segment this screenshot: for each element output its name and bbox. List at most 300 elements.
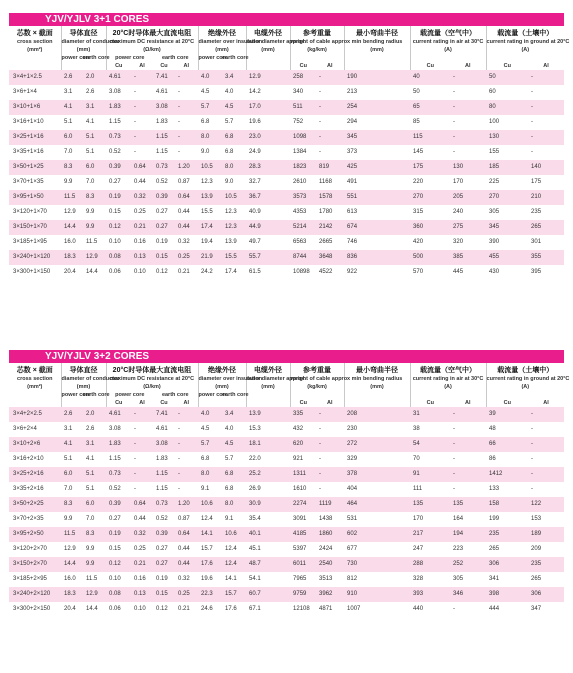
table-cell: 0.52 <box>156 516 168 522</box>
table-cell: 25.2 <box>246 467 290 482</box>
table-cell: 40.9 <box>249 209 261 215</box>
table-cell: 9.0 <box>201 149 210 155</box>
unit-label: (mm²) <box>27 46 43 53</box>
table-cell: - <box>450 437 486 452</box>
table-cell: 209 <box>531 546 542 552</box>
table-cell: 39 <box>486 407 528 422</box>
table-cell: 0.39 <box>153 190 175 205</box>
table-cell: 306 <box>486 557 528 572</box>
unit-label: (mm) <box>198 383 246 391</box>
table-cell: 10.5 <box>198 160 222 175</box>
table-cell: 444 <box>489 606 500 612</box>
unit-label: (Ω/km) <box>106 383 198 391</box>
table-cell: 175 <box>531 179 542 185</box>
metal-label: Cu <box>106 62 131 70</box>
table-cell: 54 <box>410 437 450 452</box>
table-cell: - <box>453 149 456 155</box>
table-cell: - <box>175 70 198 85</box>
table-row <box>9 572 564 587</box>
table-cell: 175 <box>410 160 450 175</box>
table-cell: 15.7 <box>222 587 246 602</box>
metal-label: Al <box>465 399 471 406</box>
cable-spec: 3×25+1×16 <box>9 130 61 145</box>
table-cell: 0.15 <box>109 546 121 552</box>
table-cell: 14.1 <box>225 576 237 582</box>
table-cell: 3.08 <box>109 89 121 95</box>
table-cell: 464 <box>344 497 410 512</box>
table-cell: 1.20 <box>175 160 198 175</box>
table-cell: 455 <box>486 250 528 265</box>
table-cell: 491 <box>347 179 358 185</box>
table-cell: - <box>319 119 322 125</box>
table-cell: 11.5 <box>61 527 83 542</box>
subheader-label: earth core <box>222 54 249 61</box>
table-cell: 2142 <box>316 220 344 235</box>
table-cell: 135 <box>410 497 450 512</box>
table-cell: 0.32 <box>131 527 153 542</box>
table-cell: 158 <box>486 497 528 512</box>
table-cell: 4.61 <box>106 70 131 85</box>
table-cell: 2.0 <box>83 407 106 422</box>
table-cell: 0.64 <box>131 160 153 175</box>
table-cell: - <box>175 100 198 115</box>
table-cell: 1.15 <box>156 149 168 155</box>
table-cell: 440 <box>413 606 424 612</box>
table-cell: 17.4 <box>198 220 222 235</box>
table-cell: 752 <box>293 119 304 125</box>
table-row <box>9 452 564 467</box>
table-cell: 922 <box>347 269 358 275</box>
table-row <box>9 205 564 220</box>
table-cell: 50 <box>486 70 528 85</box>
header-outer-diameter-en: outer diameter approx <box>246 39 305 45</box>
cable-spec: 3×50+1×25 <box>9 160 61 175</box>
header-bending-radius: 最小弯曲半径 <box>356 30 399 37</box>
cable-spec: 3×4+2×2.5 <box>9 407 61 422</box>
table-cell: 0.21 <box>131 220 153 235</box>
table-cell: 6.0 <box>83 497 106 512</box>
table-cell: - <box>316 467 344 482</box>
table-cell: 346 <box>450 587 486 602</box>
table-cell: 6.0 <box>61 130 83 145</box>
table-cell: 80 <box>486 100 528 115</box>
table-cell: 3.08 <box>153 437 175 452</box>
table-cell: - <box>175 130 198 145</box>
table-row <box>9 235 564 250</box>
table-cell: 235 <box>528 557 564 572</box>
table-cell: 730 <box>344 557 410 572</box>
table-cell: 8.0 <box>198 130 222 145</box>
table-cell: 0.39 <box>153 527 175 542</box>
table-cell: 3962 <box>316 587 344 602</box>
table-row <box>9 70 564 85</box>
table-cell: 340 <box>293 89 304 95</box>
table-cell: 404 <box>347 486 358 492</box>
metal-row <box>9 399 564 407</box>
table-row <box>9 587 564 602</box>
table-cell: 0.13 <box>131 250 153 265</box>
table-cell: 819 <box>316 160 344 175</box>
table-cell: 23.0 <box>246 130 290 145</box>
table-cell: 13.9 <box>246 407 290 422</box>
table-cell: 0.25 <box>175 250 198 265</box>
table-cell: 4.0 <box>198 407 222 422</box>
table-cell: 329 <box>347 456 358 462</box>
table-cell: 7.41 <box>153 407 175 422</box>
table-cell: 54.1 <box>249 576 261 582</box>
table-cell: - <box>131 407 153 422</box>
table-cell: 26.9 <box>249 486 261 492</box>
table-cell: - <box>134 149 136 155</box>
table-cell: 70 <box>413 456 420 462</box>
table-cell: 0.10 <box>134 269 146 275</box>
table-cell: 4.0 <box>198 70 222 85</box>
cable-spec: 3×300+1×150 <box>13 269 51 275</box>
table-row <box>9 130 564 145</box>
table-row <box>9 467 564 482</box>
header-insulation-diameter-en: diameter over insulation <box>198 376 263 382</box>
table-cell: 288 <box>410 557 450 572</box>
table-cell: 0.64 <box>131 497 153 512</box>
metal-label: Al <box>183 62 189 69</box>
table-cell: 0.12 <box>106 557 131 572</box>
units-row <box>9 46 564 54</box>
table-cell: 272 <box>344 437 410 452</box>
table-cell: 6.0 <box>61 467 83 482</box>
metal-label: Cu <box>106 399 131 407</box>
table-cell: 10.6 <box>198 497 222 512</box>
table-cell: - <box>175 467 198 482</box>
header-weight-en: weight of cable approx <box>290 39 351 45</box>
table-cell: 0.27 <box>153 557 175 572</box>
cable-spec: 3×150+1×70 <box>9 220 61 235</box>
header-dc-resistance: 20°C时导体最大直流电阻 <box>112 30 192 37</box>
table-cell: 0.27 <box>153 220 175 235</box>
cable-spec: 3×4+1×2.5 <box>9 70 61 85</box>
table-cell: 6.8 <box>222 130 246 145</box>
table-cell: 275 <box>450 220 486 235</box>
table-cell: 0.12 <box>156 269 168 275</box>
table-cell: 14.4 <box>61 220 83 235</box>
table-cell: - <box>450 407 486 422</box>
table-cell: 355 <box>528 250 564 265</box>
table-cell: 15.3 <box>249 426 261 432</box>
table-cell: 270 <box>410 190 450 205</box>
table-cell: 12.9 <box>64 209 76 215</box>
table-cell: 48.7 <box>246 557 290 572</box>
spec-table <box>9 363 570 617</box>
table-cell: 1.83 <box>106 100 131 115</box>
table-cell: - <box>528 407 564 422</box>
header-bending-radius-en: min bending radius <box>351 39 403 45</box>
table-cell: 13.9 <box>198 190 222 205</box>
header-conductor-diameter-en: diameter of conductor <box>61 39 120 45</box>
table-cell: 258 <box>290 70 316 85</box>
cable-spec: 3×240+2×120 <box>9 587 61 602</box>
table-cell: - <box>453 119 456 125</box>
table-row <box>9 497 564 512</box>
table-cell: 2.6 <box>61 407 83 422</box>
table-cell: 3.4 <box>222 407 246 422</box>
subheader-label: power core <box>61 391 91 398</box>
table-cell: 13.9 <box>225 239 237 245</box>
cable-spec: 3×95+2×50 <box>9 527 61 542</box>
table-cell: - <box>453 456 456 462</box>
table-cell: 11.5 <box>61 190 83 205</box>
cable-spec: 3×240+1×120 <box>9 250 61 265</box>
table-cell: 0.19 <box>156 576 168 582</box>
table-cell: 0.87 <box>178 179 190 185</box>
table-cell: 910 <box>344 587 410 602</box>
table-cell: - <box>178 89 180 95</box>
table-cell: 18.3 <box>61 250 83 265</box>
table-cell: - <box>131 467 153 482</box>
header-row <box>9 26 564 46</box>
metal-label: Cu <box>410 62 450 70</box>
table-cell: 11.5 <box>86 576 98 582</box>
table-cell: 3.08 <box>109 426 121 432</box>
table-cell: 265 <box>531 576 542 582</box>
table-cell: 8.3 <box>83 527 106 542</box>
table-cell: 213 <box>347 89 358 95</box>
cable-spec: 3×120+2×70 <box>13 546 47 552</box>
table-cell: 100 <box>489 119 500 125</box>
table-cell: 86 <box>489 456 496 462</box>
table-cell: 1.15 <box>153 467 175 482</box>
cable-spec: 3×16+1×10 <box>13 119 44 125</box>
table-cell: 220 <box>413 179 424 185</box>
table-cell: 14.4 <box>86 606 98 612</box>
table-cell: - <box>528 100 564 115</box>
table-cell: - <box>453 606 456 612</box>
subheader-label: earth core <box>161 54 189 61</box>
metal-label: Cu <box>160 62 168 69</box>
table-row <box>9 542 564 557</box>
table-cell: 5.7 <box>225 456 234 462</box>
table-cell: 9.0 <box>225 179 234 185</box>
table-cell: 1610 <box>293 486 307 492</box>
table-cell: 66 <box>486 437 528 452</box>
table-cell: 189 <box>528 527 564 542</box>
table-cell: 38 <box>413 426 420 432</box>
table-cell: 4522 <box>319 269 333 275</box>
cable-spec: 3×95+1×50 <box>9 190 61 205</box>
table-cell: 130 <box>450 160 486 175</box>
table-cell: 345 <box>486 220 528 235</box>
table-cell: 9.9 <box>64 516 73 522</box>
table-cell: 12108 <box>293 606 310 612</box>
table-cell: - <box>531 89 534 95</box>
table-cell: 0.44 <box>178 209 190 215</box>
header-dc-resistance-en: maximum DC resistance at 20°C <box>109 39 195 45</box>
table-cell: 0.06 <box>109 606 121 612</box>
table-cell: 12.3 <box>225 209 237 215</box>
cable-spec: 3×70+2×35 <box>13 516 44 522</box>
cable-spec: 3×25+2×16 <box>9 467 61 482</box>
table-cell: 432 <box>293 426 304 432</box>
table-cell: 130 <box>486 130 528 145</box>
table-cell: 373 <box>347 149 358 155</box>
table-cell: 395 <box>531 269 542 275</box>
table-cell: 24.2 <box>201 269 213 275</box>
table-cell: 133 <box>489 486 500 492</box>
table-cell: 6563 <box>293 239 307 245</box>
table-cell: 1.15 <box>156 486 168 492</box>
table-cell: 1007 <box>347 606 361 612</box>
table-cell: 40.1 <box>246 527 290 542</box>
header-rating-ground: 载流量（土壤中） <box>497 30 554 37</box>
cable-spec: 3×35+1×16 <box>13 149 44 155</box>
table-cell: - <box>178 119 180 125</box>
table-cell: 91 <box>410 467 450 482</box>
table-cell: 14.4 <box>61 557 83 572</box>
table-cell: 305 <box>453 576 464 582</box>
table-row <box>9 250 564 265</box>
table-cell: 12.3 <box>222 220 246 235</box>
table-cell: 0.27 <box>109 516 121 522</box>
table-cell: 0.73 <box>106 467 131 482</box>
table-cell: 1823 <box>290 160 316 175</box>
table-cell: 1098 <box>290 130 316 145</box>
table-cell: - <box>450 100 486 115</box>
section-title: YJV/YJLV 3+2 CORES <box>9 350 564 363</box>
subheader-row <box>9 54 564 62</box>
cable-spec: 3×35+2×16 <box>13 486 44 492</box>
table-cell: 2.6 <box>86 426 95 432</box>
table-cell: - <box>453 89 456 95</box>
table-cell: 5.1 <box>64 119 73 125</box>
table-cell: 3.1 <box>83 100 106 115</box>
table-cell: 500 <box>410 250 450 265</box>
subheader-label: power core <box>198 391 228 398</box>
cable-spec: 3×10+1×6 <box>9 100 61 115</box>
table-cell: 60.7 <box>246 587 290 602</box>
header-conductor-diameter-en: diameter of conductor <box>61 376 120 382</box>
table-cell: 5.1 <box>86 486 95 492</box>
table-cell: 0.08 <box>106 587 131 602</box>
table-cell: 398 <box>486 587 528 602</box>
table-cell: 17.4 <box>225 269 237 275</box>
table-cell: - <box>531 149 534 155</box>
table-cell: - <box>131 437 153 452</box>
table-row <box>9 100 564 115</box>
table-cell: 5.1 <box>83 130 106 145</box>
metal-label: Al <box>543 399 549 406</box>
table-cell: 21.9 <box>198 250 222 265</box>
table-cell: - <box>178 456 180 462</box>
table-cell: 65 <box>410 100 450 115</box>
table-cell: 199 <box>489 516 500 522</box>
table-cell: 320 <box>453 239 464 245</box>
table-cell: 35.4 <box>249 516 261 522</box>
table-cell: - <box>134 89 136 95</box>
table-cell: 10.5 <box>222 190 246 205</box>
metal-label: Al <box>327 399 333 406</box>
cable-spec: 3×50+2×25 <box>9 497 61 512</box>
table-cell: - <box>531 456 534 462</box>
table-cell: 8.0 <box>198 467 222 482</box>
table-cell: 265 <box>489 546 500 552</box>
table-cell: 4.5 <box>201 89 210 95</box>
table-cell: 135 <box>450 497 486 512</box>
table-cell: 0.64 <box>175 527 198 542</box>
table-cell: 155 <box>489 149 500 155</box>
header-weight: 参考重量 <box>303 367 332 374</box>
table-row <box>9 220 564 235</box>
table-cell: 5.1 <box>86 149 95 155</box>
table-cell: 4.1 <box>86 119 95 125</box>
table-cell: 2665 <box>319 239 333 245</box>
table-cell: 61.5 <box>249 269 261 275</box>
table-row <box>9 602 564 617</box>
header-outer-diameter: 电缆外径 <box>254 30 283 37</box>
table-cell: 153 <box>531 516 542 522</box>
table-cell: 0.21 <box>131 557 153 572</box>
table-cell: - <box>453 426 456 432</box>
table-cell: 19.6 <box>249 119 261 125</box>
table-cell: 3.1 <box>83 437 106 452</box>
table-cell: 1168 <box>319 179 332 185</box>
table-cell: 5214 <box>290 220 316 235</box>
table-cell: - <box>175 437 198 452</box>
table-cell: - <box>316 100 344 115</box>
table-cell: 235 <box>486 527 528 542</box>
table-cell: 8.3 <box>61 160 83 175</box>
table-cell: - <box>319 149 322 155</box>
table-cell: 5.7 <box>198 437 222 452</box>
table-cell: 0.10 <box>109 576 121 582</box>
table-cell: 390 <box>489 239 500 245</box>
table-cell: 6.8 <box>225 149 234 155</box>
table-cell: 4353 <box>293 209 307 215</box>
unit-label: (mm) <box>344 46 410 54</box>
section-title: YJV/YJLV 3+1 CORES <box>9 13 564 26</box>
table-cell: 4.5 <box>222 437 246 452</box>
subheader-label: power core <box>106 54 153 62</box>
table-cell: 2610 <box>293 179 307 185</box>
metal-label: Cu <box>290 399 316 407</box>
table-cell: 48 <box>489 426 496 432</box>
table-cell: 7.0 <box>86 516 95 522</box>
table-cell: 8.0 <box>222 497 246 512</box>
table-cell: 44.9 <box>246 220 290 235</box>
table-cell: 9.9 <box>86 546 95 552</box>
unit-label: (mm) <box>246 46 290 54</box>
header-rating-air: 载流量（空气中） <box>420 30 477 37</box>
table-cell: 345 <box>344 130 410 145</box>
unit-label: (A) <box>410 46 486 54</box>
table-cell: 0.32 <box>131 190 153 205</box>
table-cell: 4871 <box>319 606 333 612</box>
table-cell: 16.0 <box>64 576 76 582</box>
table-cell: 0.19 <box>106 190 131 205</box>
table-cell: 145 <box>413 149 424 155</box>
header-dc-resistance: 20°C时导体最大直流电阻 <box>112 367 192 374</box>
table-cell: 1384 <box>293 149 307 155</box>
table-row <box>9 512 564 527</box>
table-cell: 2424 <box>319 546 333 552</box>
table-cell: 746 <box>347 239 358 245</box>
subheader-label: earth core <box>83 54 110 61</box>
table-cell: 18.3 <box>61 587 83 602</box>
table-cell: 3513 <box>319 576 333 582</box>
cable-spec: 3×10+2×6 <box>9 437 61 452</box>
table-cell: 0.06 <box>109 269 121 275</box>
table-cell: 378 <box>344 467 410 482</box>
table-cell: 225 <box>489 179 500 185</box>
table-cell: 0.21 <box>178 269 190 275</box>
table-cell: 45.1 <box>249 546 261 552</box>
